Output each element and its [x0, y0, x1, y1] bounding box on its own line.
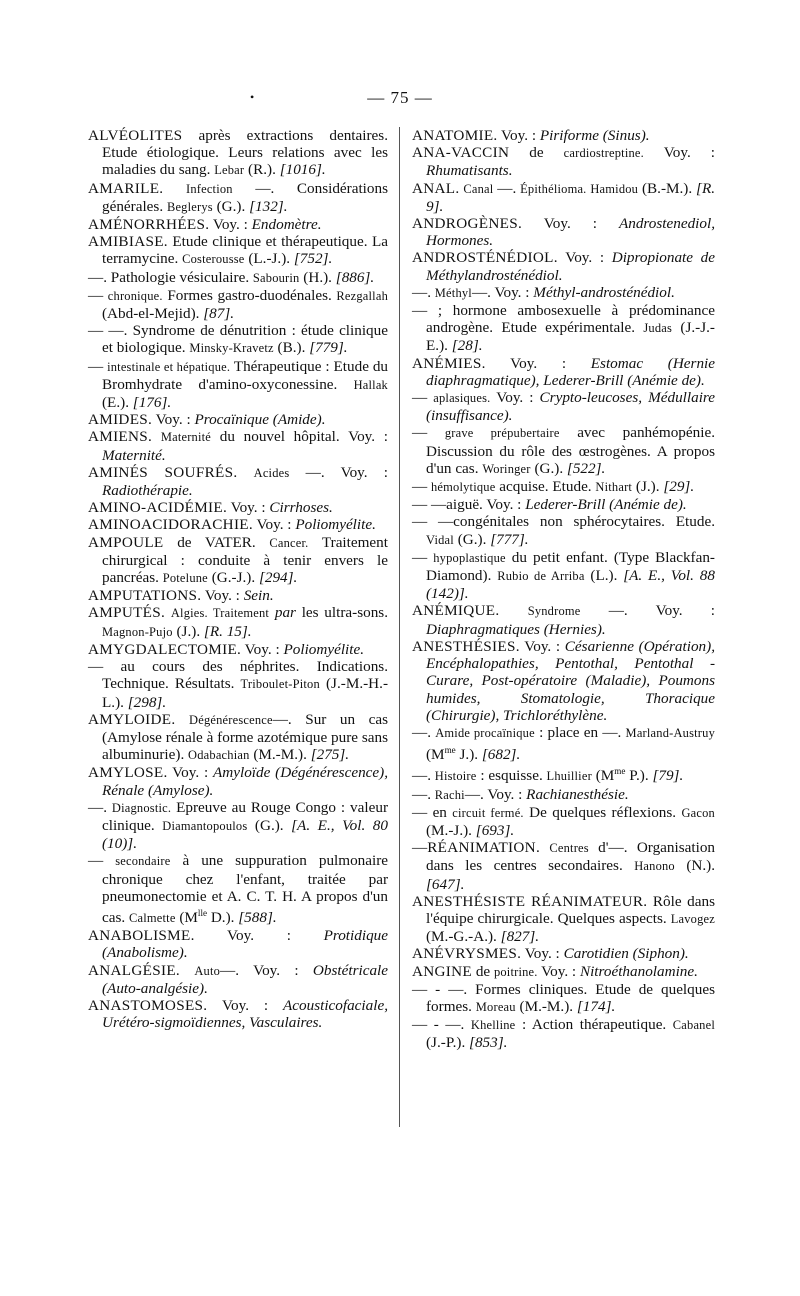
entry-smallcaps: Hanono — [634, 859, 675, 874]
entry-reference: [87]. — [203, 305, 235, 323]
entry-heading: AMARILE. — [88, 179, 164, 197]
entry-text: Voy. : — [519, 637, 565, 655]
entry-text: —. Considérations générales. — [102, 179, 389, 215]
entry-smallcaps: Histoire — [434, 769, 477, 784]
entry-heading: AMPOULE — [88, 533, 164, 551]
index-entry — [88, 711, 388, 765]
entry-reference: [588]. — [238, 909, 277, 926]
entry-text: Rôle dans l'équipe chirurgicale. Quelques aspects. — [426, 892, 715, 928]
entry-reference: [A. E., Vol. 80 (10)]. — [102, 816, 388, 853]
entry-text: —. Sur un cas (Amylose rénale à forme azotémique pure sans albuminurie). — [102, 710, 389, 764]
entry-smallcaps: Centres — [549, 841, 589, 856]
index-entry — [412, 1016, 715, 1051]
entry-smallcaps: Lavogez — [670, 912, 715, 927]
entry-text: Voy. : — [207, 997, 283, 1015]
entry-reference: Diaphragmatiques (Hernies). — [426, 620, 606, 638]
entry-text: Voy. : — [252, 516, 296, 534]
entry-reference: [275]. — [310, 746, 350, 764]
entry-smallcaps: Infection — [185, 181, 233, 196]
entry-heading: AMYLOIDE. — [88, 710, 176, 728]
entry-reference: Radiothérapie. — [102, 482, 193, 500]
entry-reference: Procaïnique (Amide). — [194, 411, 326, 429]
entry-heading: AMINO-ACIDÉMIE. — [88, 499, 228, 517]
entry-text: acquise. Etude. — [495, 478, 596, 496]
entry-text: — —congénitales non sphérocytaires. Etude. — [412, 513, 715, 531]
index-entry — [412, 513, 715, 548]
entry-smallcaps: Rachi — [434, 787, 465, 802]
entry-text: à une suppuration pulmonaire chronique chez l'enfant, traitée par pneumonectomie et A. C. T. H. A propos d'un cas. — [102, 852, 389, 926]
index-entry — [412, 763, 715, 785]
index-entry — [412, 284, 715, 302]
index-column-left — [88, 127, 388, 1031]
entry-smallcaps: Méthyl — [434, 285, 472, 300]
entry-smallcaps: Potelune — [162, 571, 208, 586]
entry-text: — —. Syndrome de dénutrition : étude clinique et biologique. — [88, 322, 388, 357]
index-entry — [412, 355, 715, 389]
entry-text: Thérapeutique : Etude du Bromhydrate d'amino-oxyconessine. — [102, 357, 389, 393]
entry-smallcaps: intestinale et hépatique. — [107, 359, 231, 374]
entry-smallcaps: Rubio de Arriba — [497, 569, 585, 584]
entry-smallcaps: cardiostreptine. — [563, 146, 644, 161]
entry-smallcaps: Beglerys — [166, 199, 213, 214]
entry-text: —. — [412, 283, 435, 301]
index-entry — [88, 799, 388, 853]
entry-smallcaps: Maternité — [160, 430, 212, 445]
entry-heading: ANAL. — [412, 179, 460, 197]
entry-text: (J.-P.). — [426, 1034, 470, 1052]
entry-text: — — [412, 424, 445, 442]
entry-reference: Crypto-leucoses, Médullaire (insuffisance). — [426, 389, 716, 425]
entry-heading: ANESTHÉSISTE RÉANIMATEUR. — [412, 892, 648, 910]
entry-reference: Estomac (Hernie diaphragmatique), Lederer-Brill (Anémie de). — [426, 354, 715, 389]
entry-reference: [294]. — [258, 569, 298, 587]
entry-heading: AMIBIASE. — [88, 233, 168, 251]
index-entry — [412, 724, 715, 763]
entry-reference: Lederer-Brill (Anémie de). — [525, 496, 687, 514]
entry-reference: Poliomyélite. — [283, 640, 365, 658]
entry-reference: [28]. — [451, 337, 483, 355]
entry-reference: [R. 15]. — [203, 622, 252, 640]
index-entry — [412, 144, 715, 179]
entry-heading: ANDROSTÉNÉDIOL. — [412, 249, 558, 267]
entry-text: (M — [175, 909, 198, 926]
index-entry — [88, 587, 388, 604]
entry-heading: AMINÉS SOUFRÉS. — [88, 463, 238, 481]
entry-text: Voy. : — [152, 411, 195, 429]
index-entry — [88, 852, 388, 927]
index-entry — [88, 411, 388, 428]
entry-text: (M.-G.-A.). — [426, 928, 501, 946]
entry-text: lle — [197, 907, 208, 918]
entry-text: J.). — [455, 746, 482, 764]
entry-text: de — [509, 144, 564, 162]
entry-reference: Sein. — [243, 587, 274, 605]
entry-heading: ALVÉOLITES — [88, 127, 183, 144]
entry-text: du petit enfant. (Type Blackfan-Diamond). — [426, 548, 715, 585]
entry-heading: AMINOACIDORACHIE. — [88, 516, 253, 534]
entry-reference: Protidique (Anabolisme). — [102, 927, 388, 962]
entry-text: (J.). — [172, 622, 204, 640]
entry-smallcaps: Amide procaïnique — [435, 725, 535, 740]
entry-smallcaps: Algies. Traitement — [170, 606, 270, 621]
entry-reference: Androstenediol, Hormones. — [426, 215, 715, 250]
entry-text: — — [412, 478, 431, 496]
index-column-right — [412, 127, 715, 1052]
entry-smallcaps: Costerousse — [182, 252, 245, 267]
entry-smallcaps: Lhuillier — [546, 769, 592, 784]
entry-text: Voy. : — [241, 640, 284, 658]
index-entry — [88, 464, 388, 499]
entry-text: du nouvel hôpital. Voy. : — [211, 428, 389, 446]
entry-smallcaps: Calmette — [129, 911, 176, 925]
entry-smallcaps: Odabachian — [188, 748, 250, 763]
entry-text: —. — [493, 179, 521, 197]
entry-heading: ANÉMIQUE. — [412, 602, 500, 620]
entry-reference: [777]. — [490, 530, 529, 548]
index-entry — [88, 180, 388, 216]
entry-reference: Obstétricale (Auto-analgésie). — [102, 961, 388, 997]
entry-reference: par — [274, 604, 296, 622]
entry-text: (G.). — [530, 459, 567, 477]
index-entry — [412, 127, 715, 144]
entry-text — [237, 464, 253, 481]
entry-reference: Piriforme (Sinus). — [539, 127, 650, 144]
entry-heading: ANABOLISME. — [88, 927, 195, 945]
entry-text: — — [412, 389, 434, 407]
entry-smallcaps: Canal — [463, 181, 494, 196]
entry-text: —. Voy. : — [580, 602, 716, 620]
entry-heading: AMPUTÉS. — [88, 604, 166, 622]
entry-heading: AMÉNORRHÉES. — [88, 216, 210, 234]
index-entry — [412, 981, 715, 1016]
entry-text: —. Voy. : — [471, 283, 534, 301]
index-entry — [412, 549, 715, 603]
entry-text: —. — [412, 723, 436, 741]
entry-reference: Cirrhoses. — [269, 499, 333, 517]
entry-reference: [647]. — [426, 875, 465, 893]
entry-smallcaps: Diagnostic. — [111, 800, 172, 815]
entry-heading: AMIENS. — [88, 428, 153, 446]
entry-smallcaps: Diamantopoulos — [162, 818, 248, 833]
index-entry — [88, 641, 388, 658]
entry-reference: [132]. — [249, 197, 288, 215]
entry-reference: [752]. — [293, 250, 333, 268]
index-entry — [412, 839, 715, 893]
entry-heading: AMYLOSE. — [88, 764, 168, 782]
entry-reference: Maternité. — [102, 446, 166, 464]
entry-smallcaps: hémolytique — [430, 480, 496, 495]
entry-smallcaps: Moreau — [475, 1000, 516, 1015]
entry-reference: Rhumatisants. — [426, 162, 513, 180]
entry-text: (B.-M.). — [638, 179, 697, 197]
entry-smallcaps: Gacon — [681, 805, 715, 820]
entry-smallcaps: Épithélioma. — [520, 181, 587, 196]
entry-text: —. Voy. : — [220, 961, 313, 979]
entry-reference: Amyloïde (Dégénérescence), Rénale (Amylose). — [102, 764, 389, 799]
entry-text: me — [614, 766, 626, 777]
entry-text: (M — [591, 767, 615, 785]
entry-text — [163, 180, 186, 197]
entry-smallcaps: hypoplastique — [433, 550, 506, 565]
entry-smallcaps: Rezgallah — [336, 288, 388, 303]
entry-text: de VATER. — [163, 533, 270, 551]
index-entry — [412, 180, 715, 215]
entry-heading: ANÉMIES. — [412, 354, 486, 372]
entry-reference: Césarienne (Opération), Encéphalopathies, Pentothal, Pentothal - Curare, Post-opératoire (Maladie), Poumons humides, Stomatologie, Thoracique (Chirurgie), Trichloréthylène. — [426, 637, 715, 724]
entry-text: Voy. : — [194, 927, 324, 945]
index-entry — [88, 322, 388, 357]
entry-text: — — [88, 286, 108, 304]
entry-smallcaps: Acides — [253, 465, 290, 480]
index-entry — [88, 287, 388, 322]
entry-smallcaps: Marland-Austruy — [625, 725, 716, 740]
index-entry — [88, 927, 388, 961]
entry-reference: Méthyl-androsténédiol. — [533, 283, 675, 301]
entry-reference: [779]. — [309, 339, 348, 357]
entry-text: Voy. : — [497, 127, 540, 144]
entry-heading: AMPUTATIONS. — [88, 587, 202, 605]
page-number: — 75 — — [367, 88, 433, 107]
entry-reference: [29]. — [663, 478, 695, 496]
entry-reference: Rachianesthésie. — [526, 785, 629, 803]
entry-heading: ANATOMIE. — [412, 127, 498, 144]
entry-smallcaps: poitrine. — [493, 964, 538, 979]
entry-text: (J.). — [632, 478, 664, 496]
entry-reference: [693]. — [475, 822, 515, 840]
entry-reference: [1016]. — [279, 161, 326, 179]
entry-text — [180, 962, 194, 979]
entry-text: : esquisse. — [476, 767, 547, 785]
entry-smallcaps: Vidal — [426, 532, 454, 547]
entry-text: Voy. : — [522, 215, 619, 233]
entry-text: (L.-J.). — [244, 250, 294, 268]
entry-text: —. — [88, 798, 112, 816]
index-entry — [88, 358, 388, 412]
entry-text: — en — [412, 803, 453, 821]
index-entry — [88, 962, 388, 997]
index-entry — [412, 786, 715, 804]
entry-reference: Nitroéthanolamine. — [579, 962, 698, 980]
entry-text: D.). — [207, 909, 239, 926]
entry-reference: Dipropionate de Méthylandrosténédiol. — [426, 249, 715, 284]
entry-text: — — [412, 548, 434, 566]
entry-reference: [79]. — [652, 767, 684, 785]
entry-heading: ANA-VACCIN — [412, 144, 510, 162]
index-entry — [412, 945, 715, 962]
entry-smallcaps: Lebar — [214, 163, 245, 178]
index-entry — [88, 127, 388, 180]
index-entry — [88, 233, 388, 268]
entry-text: (J.-J.-E.). — [426, 319, 715, 355]
entry-smallcaps: secondaire — [115, 854, 171, 869]
index-entry — [412, 496, 715, 513]
index-entry — [88, 499, 388, 516]
index-entry — [412, 602, 715, 637]
index-entry — [412, 893, 715, 946]
entry-smallcaps: Syndrome — [527, 604, 581, 619]
entry-text: (G.). — [247, 816, 292, 834]
entry-text: Traitement chirurgical : conduite à tenir envers le pancréas. — [102, 533, 388, 587]
entry-text: —. Voy. : — [289, 463, 389, 481]
entry-smallcaps: Triboulet-Piton — [240, 677, 320, 692]
entry-text — [152, 428, 161, 445]
entry-heading: ANALGÉSIE. — [88, 961, 181, 979]
entry-heading: ANÉVRYSMES. — [412, 945, 522, 963]
entry-text: Voy. : — [227, 499, 270, 517]
entry-heading: AMYGDALECTOMIE. — [88, 640, 242, 658]
entry-reference: [R. 9]. — [426, 179, 716, 215]
entry-reference: [174]. — [576, 998, 616, 1016]
index-entry — [88, 658, 388, 711]
entry-reference: [A. E., Vol. 88 (142)]. — [426, 567, 715, 603]
entry-smallcaps: Khelline — [470, 1018, 516, 1033]
entry-text: (G.-J.). — [207, 569, 259, 587]
entry-smallcaps: Cabanel — [672, 1018, 715, 1033]
entry-smallcaps: Hamidou — [590, 181, 639, 196]
entry-smallcaps: Minsky-Kravetz — [189, 341, 274, 356]
entry-text: d'—. Organisation dans les centres secondaires. — [426, 839, 716, 875]
entry-reference: [853]. — [469, 1034, 508, 1052]
entry-reference: Poliomyélite. — [295, 516, 376, 534]
entry-text: Voy. : — [167, 764, 213, 782]
entry-heading: ANGINE — [412, 962, 473, 980]
entry-text — [176, 711, 190, 728]
entry-reference: [682]. — [481, 746, 521, 764]
index-entry — [412, 638, 715, 724]
entry-text: Voy. : — [490, 389, 540, 407]
entry-text: P.). — [625, 767, 653, 785]
index-entry — [412, 963, 715, 981]
entry-text: (J.-M.-H.-L.). — [102, 675, 388, 711]
entry-text: — - —. Formes cliniques. Etude de quelques formes. — [412, 980, 715, 1016]
entry-text: les ultra-sons. — [295, 604, 388, 622]
entry-text: (N.). — [674, 857, 715, 875]
entry-text: —. Voy. : — [464, 785, 527, 803]
index-entry — [88, 428, 388, 463]
entry-text: Voy. : — [485, 354, 591, 372]
entry-smallcaps: Woringer — [482, 461, 531, 476]
entry-smallcaps: grave prépubertaire — [444, 426, 560, 441]
entry-text: (B.). — [273, 339, 310, 357]
entry-text: — —aiguë. Voy. : — [412, 496, 526, 514]
entry-reference: [827]. — [500, 928, 540, 946]
index-entry — [88, 604, 388, 640]
entry-text: Voy. : — [201, 587, 244, 605]
index-entry — [412, 215, 715, 249]
entry-text: (H.). — [299, 268, 336, 286]
entry-text: De quelques réflexions. — [523, 803, 682, 821]
entry-text: — ; hormone ambosexuelle à prédominance androgène. Etude expérimentale. — [412, 302, 715, 337]
entry-text: — au cours des néphrites. Indications. Technique. Résultats. — [88, 658, 388, 693]
entry-smallcaps: Nithart — [595, 480, 633, 495]
entry-heading: AMIDES. — [88, 411, 153, 429]
entry-text: —. — [412, 785, 435, 803]
entry-text: : place en —. — [534, 723, 626, 741]
entry-text: (R.). — [244, 161, 280, 179]
index-entry — [88, 269, 388, 287]
entry-reference: [176]. — [132, 394, 172, 412]
index-entry — [412, 249, 715, 283]
entry-text: (E.). — [102, 394, 133, 412]
entry-heading: RÉANIMATION. — [427, 839, 541, 857]
entry-smallcaps: aplasiques. — [433, 391, 491, 406]
entry-text: (G.). — [453, 530, 491, 548]
entry-heading: ANESTHÉSIES. — [412, 637, 520, 655]
entry-text: Voy. : — [209, 216, 252, 234]
entry-text: me — [444, 745, 456, 756]
entry-reference: [886]. — [335, 268, 375, 286]
entry-smallcaps: circuit fermé. — [452, 805, 524, 820]
entry-text: Etude clinique et thérapeutique. La terramycine. — [102, 233, 388, 268]
entry-smallcaps: Sabourin — [252, 270, 300, 285]
index-entry — [88, 216, 388, 233]
entry-text: de — [472, 962, 494, 980]
entry-text: : Action thérapeutique. — [515, 1016, 673, 1034]
entry-reference: [522]. — [566, 459, 606, 477]
entry-smallcaps: Judas — [643, 321, 673, 336]
entry-text: (M.-M.). — [515, 998, 577, 1016]
entry-text: — — [88, 852, 116, 870]
index-entry — [412, 804, 715, 839]
entry-text: Voy. : — [537, 962, 580, 980]
entry-smallcaps: chronique. — [107, 288, 163, 303]
index-entry — [88, 534, 388, 588]
entry-text: (L.). — [584, 567, 624, 585]
entry-reference: Carotidien (Siphon). — [563, 945, 689, 963]
index-entry — [88, 764, 388, 798]
entry-text: après extractions dentaires. Etude étiologique. Leurs relations avec les maladies du sang. — [102, 127, 388, 179]
entry-smallcaps: Hallak — [353, 377, 388, 392]
entry-reference: Endomètre. — [251, 216, 322, 234]
entry-text — [500, 602, 528, 619]
entry-text: Voy. : — [557, 249, 612, 267]
entry-text: (Abd-el-Mejid). — [102, 305, 204, 323]
entry-text: —. — [412, 767, 435, 785]
entry-smallcaps: Auto — [194, 963, 221, 978]
entry-text: (G.). — [212, 197, 250, 215]
entry-text: Voy. : — [643, 144, 715, 162]
entry-text: (M.-J.). — [426, 822, 476, 840]
entry-smallcaps: Dégénérescence — [189, 712, 273, 727]
index-entry — [88, 516, 388, 533]
entry-text: (M — [426, 746, 445, 764]
entry-text — [540, 839, 549, 856]
entry-smallcaps: Magnon-Pujo — [102, 624, 173, 639]
column-divider — [399, 127, 400, 1127]
entry-text: (M.-M.). — [249, 746, 311, 764]
index-entry — [412, 478, 715, 496]
entry-text: — — [412, 839, 428, 857]
entry-text: — — [88, 357, 108, 375]
entry-text: —. Pathologie vésiculaire. — [88, 268, 253, 286]
entry-text: — - —. — [412, 1016, 471, 1034]
index-entry — [412, 389, 715, 424]
index-entry — [88, 997, 388, 1031]
entry-reference: [298]. — [127, 693, 167, 711]
entry-text: Epreuve au Rouge Congo : valeur clinique. — [102, 798, 389, 834]
entry-heading: ANDROGÈNES. — [412, 215, 523, 233]
page-mark: • — [250, 90, 255, 104]
entry-smallcaps: Cancer. — [269, 535, 309, 550]
index-entry — [412, 424, 715, 478]
entry-reference: Acousticofaciale, Urétéro-sigmoïdiennes, Vasculaires. — [102, 997, 388, 1032]
index-entry — [412, 302, 715, 355]
entry-heading: ANASTOMOSES. — [88, 997, 208, 1015]
entry-text: avec panhémopénie. Discussion du rôle des œstrogènes. A propos d'un cas. — [426, 424, 715, 477]
entry-text: Voy. : — [521, 945, 564, 963]
entry-text: Formes gastro-duodénales. — [162, 286, 337, 304]
